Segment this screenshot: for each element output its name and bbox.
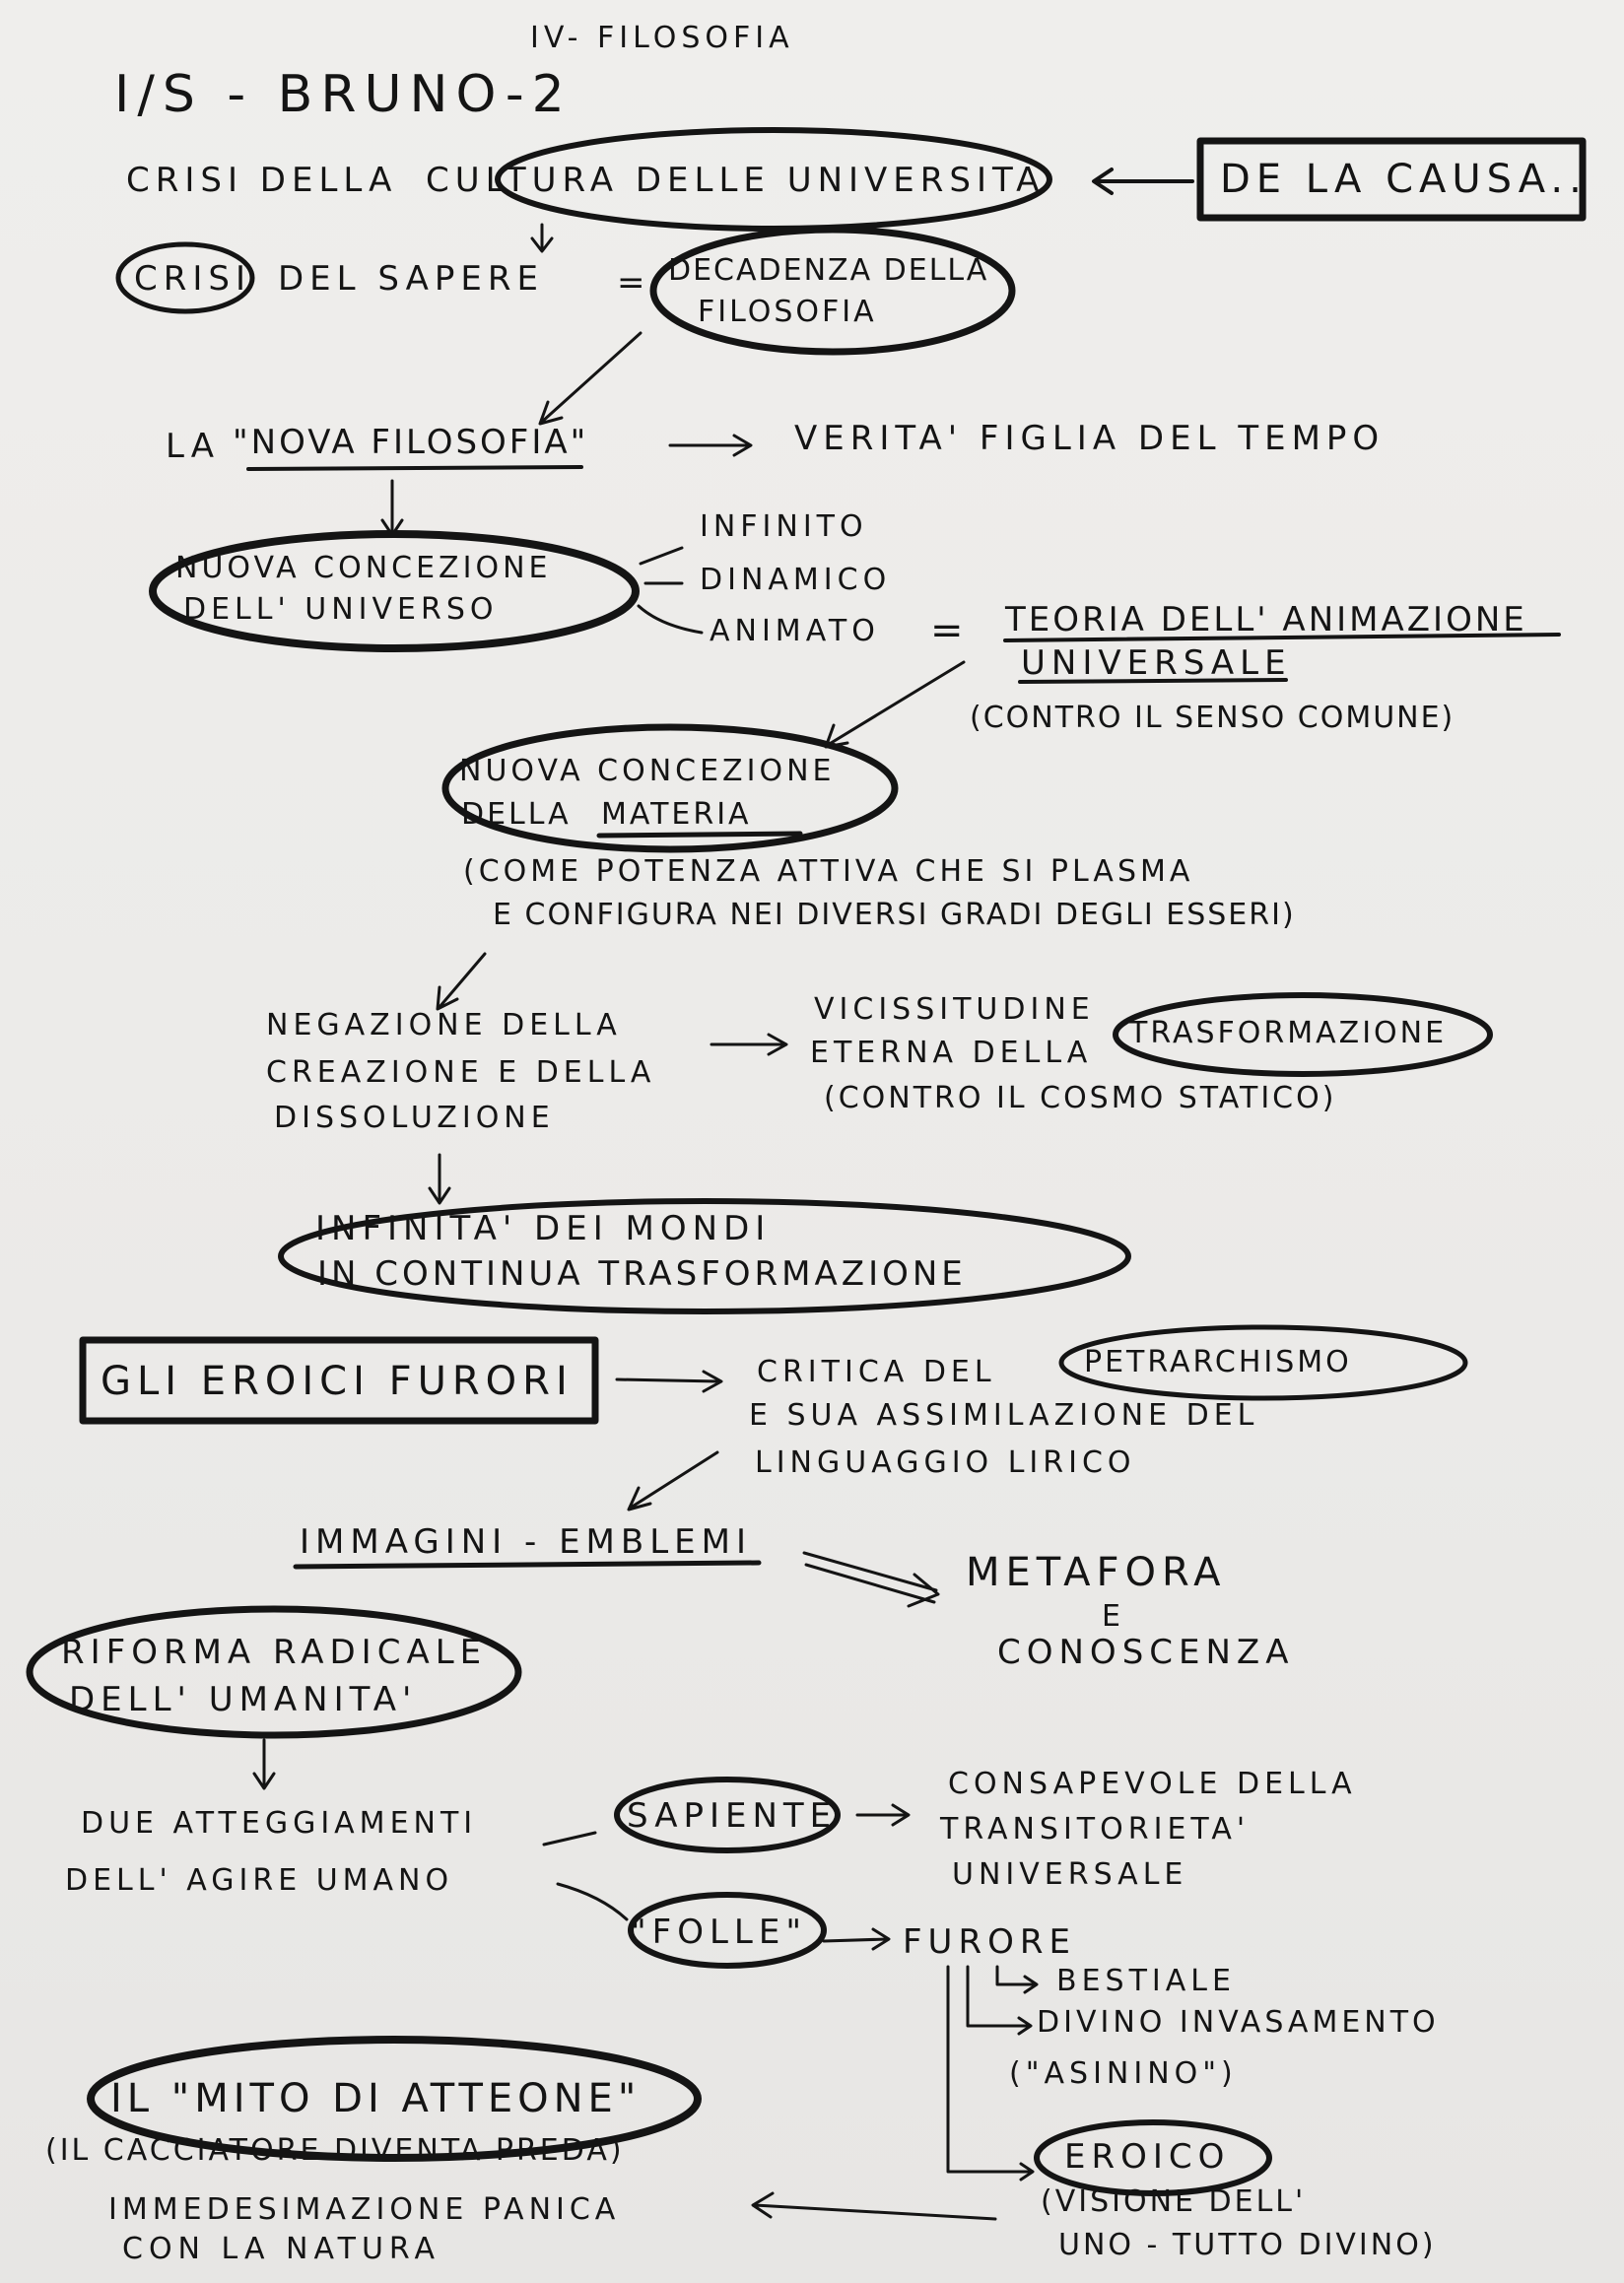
mito-atteone-node: IL "MITO DI ATTEONE"	[110, 2076, 642, 2121]
underline-nova-filosofia	[248, 467, 581, 469]
line-animato	[639, 606, 702, 633]
negazione-line-2: CREAZIONE E DELLA	[266, 1055, 656, 1090]
arrow-cultura-to-crisi	[532, 225, 552, 251]
vicissitudine-line-1: VICISSITUDINE	[814, 992, 1095, 1027]
divino-invasamento-label: DIVINO INVASAMENTO	[1037, 2005, 1440, 2040]
equals-sign-1: =	[617, 263, 651, 302]
nova-filosofia-node: "NOVA FILOSOFIA"	[233, 423, 589, 462]
teoria-line-2: UNIVERSALE	[1021, 643, 1292, 683]
due-atteggiamenti-line-2: DELL' AGIRE UMANO	[65, 1863, 454, 1898]
arrow-negazione-to-vicissitudine	[711, 1035, 786, 1054]
teoria-line-1: TEORIA DELL' ANIMAZIONE	[1005, 600, 1527, 639]
crisi-della-label: CRISI DELLA	[126, 161, 398, 200]
arrow-nova-to-universo	[382, 481, 402, 535]
arrow-sapiente-to-consapevole	[857, 1805, 909, 1825]
critica-label: CRITICA DEL	[757, 1355, 996, 1389]
sapiente-node: SAPIENTE	[627, 1796, 838, 1836]
immedesimazione-line-1: IMMEDESIMAZIONE PANICA	[108, 2192, 621, 2227]
line-due-to-folle	[558, 1884, 627, 1919]
crisi-node: CRISI	[134, 259, 252, 299]
bracket-furore-bestiale	[997, 1967, 1037, 1992]
assimilazione-line-2: LINGUAGGIO LIRICO	[755, 1445, 1136, 1480]
decadenza-line-1: DECADENZA DELLA	[668, 253, 989, 288]
arrow-negazione-to-infinita	[430, 1155, 449, 1203]
arrow-nova-to-verita	[670, 436, 751, 455]
equals-sign-2: =	[930, 608, 970, 653]
arrow-decadenza-to-nova	[540, 333, 641, 424]
de-la-causa-node: DE LA CAUSA..	[1220, 157, 1588, 202]
underline-materia	[599, 834, 800, 836]
line-infinito	[641, 548, 682, 564]
arrow-causa-to-cultura	[1094, 169, 1192, 193]
line-due-to-sapiente	[544, 1833, 595, 1845]
vicissitudine-line-2: ETERNA DELLA	[810, 1036, 1093, 1070]
dinamico-label: DINAMICO	[700, 563, 892, 597]
arrow-critica-to-immagini	[629, 1452, 717, 1510]
subject-label: IV- FILOSOFIA	[530, 21, 794, 55]
arrow-eroico-to-immedesimazione	[753, 2193, 995, 2219]
arrow-teoria-to-materia	[826, 662, 964, 747]
assimilazione-line-1: E SUA ASSIMILAZIONE DEL	[749, 1398, 1259, 1433]
consapevole-line-1: CONSAPEVOLE DELLA	[948, 1767, 1357, 1801]
riforma-line-2: DELL' UMANITA'	[69, 1680, 418, 1719]
arrow-immagini-to-metafora	[804, 1553, 938, 1606]
asinino-label: ("ASININO")	[1009, 2056, 1238, 2091]
come-potenza-line-2: E CONFIGURA NEI DIVERSI GRADI DEGLI ESSERI)	[493, 898, 1296, 932]
arrow-eroici-to-critica	[617, 1372, 721, 1391]
animato-label: ANIMATO	[710, 614, 880, 648]
cultura-universita-node: CULTURA DELLE UNIVERSITA	[426, 161, 1046, 200]
underline-immagini	[296, 1563, 759, 1567]
infinita-line-2: IN CONTINUA TRASFORMAZIONE	[317, 1254, 967, 1294]
materia-line-2b: MATERIA	[601, 797, 752, 832]
immagini-emblemi-node: IMMAGINI - EMBLEMI	[300, 1522, 753, 1562]
nuova-universo-line-2: DELL' UNIVERSO	[183, 592, 499, 627]
e-connector: E	[1102, 1599, 1125, 1634]
visione-line-1: (VISIONE DELL'	[1041, 2184, 1307, 2219]
eroico-node: EROICO	[1064, 2137, 1231, 2177]
contro-senso-comune-label: (CONTRO IL SENSO COMUNE)	[970, 701, 1455, 735]
furore-node: FURORE	[903, 1922, 1076, 1962]
eroici-furori-node: GLI EROICI FURORI	[101, 1359, 574, 1404]
folle-node: "FOLLE"	[631, 1913, 807, 1952]
consapevole-line-2: TRANSITORIETA'	[940, 1812, 1251, 1847]
contro-cosmo-label: (CONTRO IL COSMO STATICO)	[824, 1081, 1337, 1115]
verita-figlia-node: VERITA' FIGLIA DEL TEMPO	[794, 419, 1386, 458]
materia-line-2a: DELLA	[461, 797, 572, 832]
negazione-line-3: DISSOLUZIONE	[274, 1101, 555, 1135]
del-sapere-label: DEL SAPERE	[278, 259, 544, 299]
riforma-line-1: RIFORMA RADICALE	[61, 1633, 488, 1672]
cacciatore-preda-label: (IL CACCIATORE DIVENTA PREDA)	[45, 2133, 625, 2168]
la-label: LA	[166, 427, 220, 466]
arrow-folle-to-furore	[824, 1929, 889, 1949]
consapevole-line-3: UNIVERSALE	[952, 1857, 1188, 1892]
arrow-riforma-to-due	[254, 1740, 274, 1788]
petrarchismo-node: PETRARCHISMO	[1084, 1345, 1352, 1379]
trasformazione-node: TRASFORMAZIONE	[1129, 1016, 1448, 1050]
come-potenza-line-1: (COME POTENZA ATTIVA CHE SI PLASMA	[463, 854, 1194, 889]
bestiale-label: BESTIALE	[1056, 1964, 1236, 1998]
infinita-line-1: INFINITA' DEI MONDI	[315, 1209, 772, 1248]
metafora-node: METAFORA	[966, 1550, 1227, 1595]
nuova-universo-line-1: NUOVA CONCEZIONE	[175, 551, 552, 585]
conoscenza-node: CONOSCENZA	[997, 1633, 1295, 1672]
due-atteggiamenti-line-1: DUE ATTEGGIAMENTI	[81, 1806, 478, 1841]
negazione-line-1: NEGAZIONE DELLA	[266, 1008, 622, 1042]
infinito-label: INFINITO	[700, 509, 868, 544]
arrow-come-to-negazione	[438, 954, 485, 1009]
page-title: I/S - BRUNO-2	[114, 65, 573, 124]
ellipse-decadenza	[653, 230, 1012, 352]
materia-line-1: NUOVA CONCEZIONE	[459, 754, 836, 788]
visione-line-2: UNO - TUTTO DIVINO)	[1058, 2228, 1437, 2262]
immedesimazione-line-2: CON LA NATURA	[122, 2232, 441, 2266]
decadenza-line-2: FILOSOFIA	[698, 295, 877, 329]
bracket-furore-divino	[968, 1967, 1031, 2034]
